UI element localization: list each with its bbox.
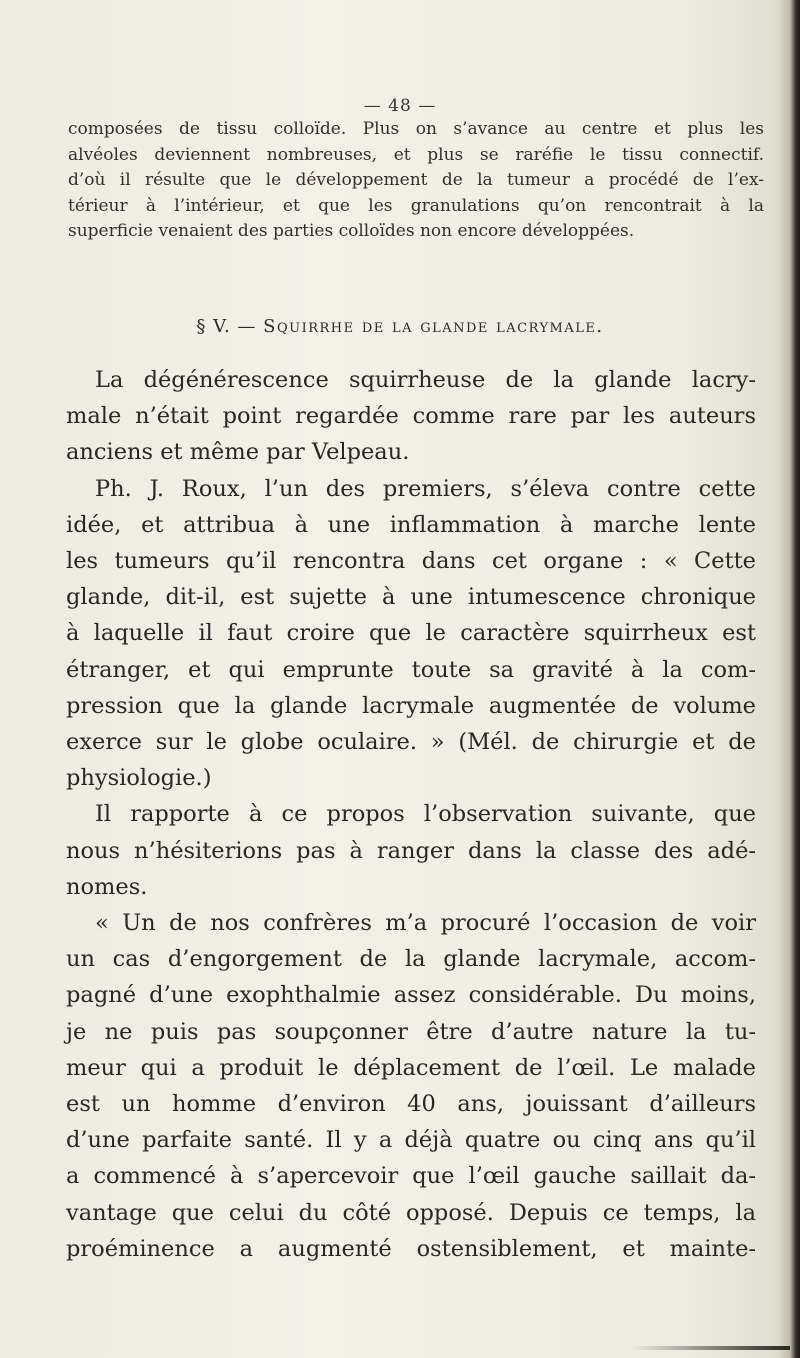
- text-line: étranger, et qui emprunte toute sa gravité à la com-: [66, 656, 756, 683]
- text-line: glande, dit-il, est sujette à une intumescence chronique: [66, 584, 756, 611]
- text-line: « Un de nos confrères m’a procuré l’occasion de voir: [95, 910, 756, 937]
- continued-paragraph: [68, 117, 764, 245]
- text-line: est un homme d’environ 40 ans, jouissant d’ailleurs: [66, 1091, 756, 1118]
- text-line: meur qui a produit le déplacement de l’œil. Le malade: [66, 1054, 756, 1081]
- page-edge-shadow: [778, 0, 800, 1358]
- page-number: — 48 —: [363, 96, 437, 116]
- text-line: Ph. J. Roux, l’un des premiers, s’éleva contre cette: [95, 475, 756, 502]
- main-text: [66, 362, 756, 1267]
- text-line: je ne puis pas soupçonner être d’autre nature la tu-: [66, 1018, 756, 1045]
- text-line: exerce sur le globe oculaire. » (Mél. de chirurgie et de: [66, 729, 756, 756]
- text-line: d’une parfaite santé. Il y a déjà quatre ou cinq ans qu’il: [66, 1127, 756, 1154]
- text-line: pagné d’une exophthalmie assez considérable. Du moins,: [66, 982, 756, 1009]
- text-line: Il rapporte à ce propos l’observation suivante, que: [95, 801, 756, 828]
- text-line: pression que la glande lacrymale augmentée de volume: [66, 692, 756, 719]
- text-line: les tumeurs qu’il rencontra dans cet organe : « Cette: [66, 548, 756, 575]
- text-line: alvéoles deviennent nombreuses, et plus se raréfie le tissu connectif.: [68, 144, 764, 165]
- text-line: à laquelle il faut croire que le caractère squirrheux est: [66, 620, 756, 647]
- section-number: § V. —: [196, 316, 264, 337]
- text-line: térieur à l’intérieur, et que les granulations qu’on rencontrait à la: [68, 195, 764, 216]
- text-line: superficie venaient des parties colloïdes non encore développées.: [68, 221, 635, 241]
- text-line: male n’était point regardée comme rare par les auteurs: [66, 403, 756, 430]
- bottom-edge-mark: [630, 1346, 790, 1350]
- text-line: proéminence a augmenté ostensiblement, et mainte-: [66, 1235, 756, 1262]
- text-line: vantage que celui du côté opposé. Depuis ce temps, la: [66, 1199, 756, 1226]
- text-line: un cas d’engorgement de la glande lacrymale, accom-: [66, 946, 756, 973]
- text-line: La dégénérescence squirrheuse de la glande lacry-: [95, 367, 756, 393]
- section-title: Squirrhe de la glande lacrymale.: [263, 316, 604, 337]
- text-line: nomes.: [66, 873, 148, 900]
- text-line: idée, et attribua à une inflammation à marche lente: [66, 511, 756, 538]
- text-line: nous n’hésiterions pas à ranger dans la classe des adé-: [66, 837, 756, 864]
- text-line: anciens et même par Velpeau.: [66, 439, 410, 466]
- text-line: composées de tissu colloïde. Plus on s’avance au centre et plus les: [68, 119, 764, 139]
- text-line: physiologie.): [66, 765, 212, 792]
- text-line: a commencé à s’apercevoir que l’œil gauche saillait da-: [66, 1163, 756, 1190]
- text-line: d’où il résulte que le développement de la tumeur a procédé de l’ex-: [68, 170, 764, 190]
- section-heading: [0, 316, 800, 337]
